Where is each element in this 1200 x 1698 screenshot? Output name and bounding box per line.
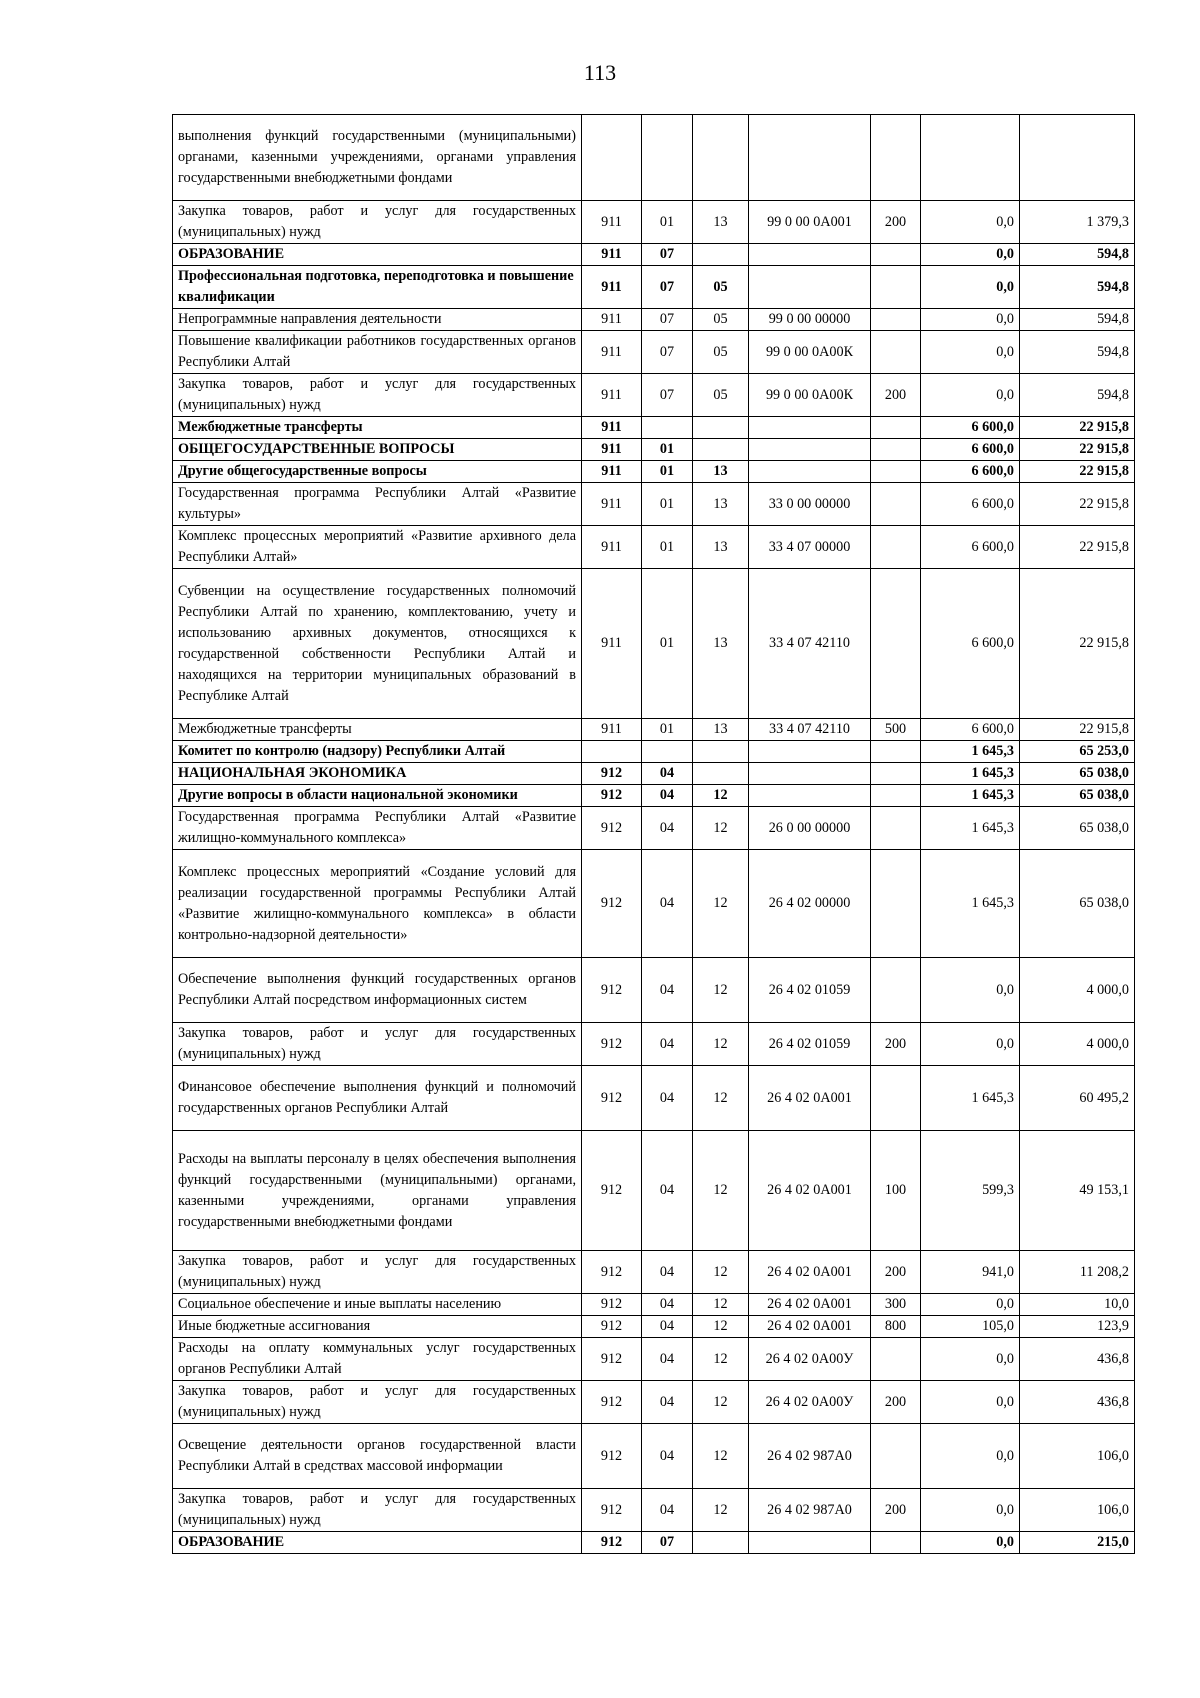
row-amount-2-cell: 594,8: [1020, 374, 1135, 417]
row-amount-2-cell: 436,8: [1020, 1381, 1135, 1424]
row-name-cell: Обеспечение выполнения функций государственных органов Республики Алтай посредством информационных систем: [173, 958, 582, 1023]
row-section-cell: 04: [642, 1023, 693, 1066]
row-section-cell: 04: [642, 958, 693, 1023]
row-amount-2-cell: 4 000,0: [1020, 958, 1135, 1023]
row-target-article-cell: [749, 461, 871, 483]
row-subsection-cell: 13: [693, 569, 749, 719]
row-subsection-cell: 12: [693, 1131, 749, 1251]
row-grbs-cell: 912: [582, 958, 642, 1023]
row-grbs-cell: [582, 115, 642, 201]
row-amount-1-cell: 0,0: [921, 1424, 1020, 1489]
row-target-article-cell: 26 4 02 987А0: [749, 1489, 871, 1532]
row-section-cell: 01: [642, 439, 693, 461]
row-name-cell: ОБЩЕГОСУДАРСТВЕННЫЕ ВОПРОСЫ: [173, 439, 582, 461]
row-target-article-cell: [749, 244, 871, 266]
row-target-article-cell: 26 4 02 0А001: [749, 1316, 871, 1338]
row-subsection-cell: 12: [693, 807, 749, 850]
row-target-article-cell: [749, 417, 871, 439]
row-amount-1-cell: [921, 115, 1020, 201]
row-amount-1-cell: 0,0: [921, 1294, 1020, 1316]
row-amount-2-cell: 594,8: [1020, 266, 1135, 309]
row-subsection-cell: 12: [693, 850, 749, 958]
row-subsection-cell: [693, 741, 749, 763]
row-amount-2-cell: 65 253,0: [1020, 741, 1135, 763]
row-name-cell: Закупка товаров, работ и услуг для государственных (муниципальных) нужд: [173, 1251, 582, 1294]
row-section-cell: 01: [642, 569, 693, 719]
row-target-article-cell: 33 4 07 42110: [749, 569, 871, 719]
row-expense-type-cell: [871, 309, 921, 331]
row-target-article-cell: 99 0 00 0А00К: [749, 374, 871, 417]
row-section-cell: 04: [642, 1338, 693, 1381]
row-name-cell: Комплекс процессных мероприятий «Создание условий для реализации государственной программы Республики Алтай «Развитие жилищно-коммунального комплекса» в области контрольно-надзорной деятельности»: [173, 850, 582, 958]
row-name-cell: Освещение деятельности органов государственной власти Республики Алтай в средствах массовой информации: [173, 1424, 582, 1489]
row-subsection-cell: 05: [693, 374, 749, 417]
row-name-cell: Субвенции на осуществление государственных полномочий Республики Алтай по хранению, комплектованию, учету и использованию архивных документов, относящихся к государственной собственности Республики Алтай и находящихся на территории муниципальных образований в Республике Алтай: [173, 569, 582, 719]
row-grbs-cell: 912: [582, 850, 642, 958]
row-amount-1-cell: 0,0: [921, 201, 1020, 244]
row-amount-1-cell: 1 645,3: [921, 807, 1020, 850]
table-row: [173, 569, 1135, 719]
row-expense-type-cell: [871, 958, 921, 1023]
row-grbs-cell: 912: [582, 1338, 642, 1381]
row-expense-type-cell: 200: [871, 1489, 921, 1532]
row-subsection-cell: 12: [693, 1251, 749, 1294]
row-amount-2-cell: 22 915,8: [1020, 526, 1135, 569]
row-name-cell: Расходы на выплаты персоналу в целях обеспечения выполнения функций государственными (муниципальными) органами, казенными учреждениями, органами управления государственными внебюджетными фондами: [173, 1131, 582, 1251]
row-section-cell: 04: [642, 1131, 693, 1251]
row-target-article-cell: 26 4 02 0А001: [749, 1066, 871, 1131]
row-section-cell: 04: [642, 1381, 693, 1424]
row-target-article-cell: [749, 785, 871, 807]
row-target-article-cell: 99 0 00 00000: [749, 309, 871, 331]
row-amount-2-cell: 65 038,0: [1020, 807, 1135, 850]
row-section-cell: 07: [642, 244, 693, 266]
row-subsection-cell: [693, 244, 749, 266]
row-amount-1-cell: 1 645,3: [921, 1066, 1020, 1131]
row-target-article-cell: 26 4 02 01059: [749, 958, 871, 1023]
row-subsection-cell: [693, 763, 749, 785]
row-section-cell: 07: [642, 309, 693, 331]
row-section-cell: 07: [642, 266, 693, 309]
row-amount-2-cell: [1020, 115, 1135, 201]
row-name-cell: Другие вопросы в области национальной экономики: [173, 785, 582, 807]
row-expense-type-cell: [871, 1424, 921, 1489]
row-amount-1-cell: 941,0: [921, 1251, 1020, 1294]
row-expense-type-cell: [871, 526, 921, 569]
row-name-cell: Комплекс процессных мероприятий «Развитие архивного дела Республики Алтай»: [173, 526, 582, 569]
row-grbs-cell: 912: [582, 1251, 642, 1294]
row-amount-1-cell: 0,0: [921, 1532, 1020, 1554]
table-row: [173, 850, 1135, 958]
row-name-cell: выполнения функций государственными (муниципальными) органами, казенными учреждениями, органами управления государственными внебюджетными фондами: [173, 115, 582, 201]
row-target-article-cell: 99 0 00 0А00К: [749, 331, 871, 374]
row-name-cell: Закупка товаров, работ и услуг для государственных (муниципальных) нужд: [173, 1381, 582, 1424]
table-row: [173, 244, 1135, 266]
page-number: 113: [583, 60, 617, 85]
row-section-cell: 04: [642, 850, 693, 958]
row-grbs-cell: 912: [582, 1424, 642, 1489]
table-row: [173, 785, 1135, 807]
row-grbs-cell: [582, 741, 642, 763]
table-row: [173, 115, 1135, 201]
row-amount-2-cell: 106,0: [1020, 1424, 1135, 1489]
row-subsection-cell: [693, 1532, 749, 1554]
row-amount-1-cell: 599,3: [921, 1131, 1020, 1251]
row-grbs-cell: 912: [582, 1316, 642, 1338]
row-amount-2-cell: 65 038,0: [1020, 785, 1135, 807]
table-row: [173, 1251, 1135, 1294]
row-subsection-cell: 12: [693, 1023, 749, 1066]
row-name-cell: НАЦИОНАЛЬНАЯ ЭКОНОМИКА: [173, 763, 582, 785]
row-name-cell: Государственная программа Республики Алтай «Развитие жилищно-коммунального комплекса»: [173, 807, 582, 850]
row-grbs-cell: 911: [582, 461, 642, 483]
row-grbs-cell: 912: [582, 763, 642, 785]
row-target-article-cell: [749, 1532, 871, 1554]
table-row: [173, 1316, 1135, 1338]
row-amount-1-cell: 105,0: [921, 1316, 1020, 1338]
row-subsection-cell: 12: [693, 1489, 749, 1532]
row-target-article-cell: 26 0 00 00000: [749, 807, 871, 850]
row-section-cell: 04: [642, 1489, 693, 1532]
row-name-cell: Другие общегосударственные вопросы: [173, 461, 582, 483]
row-target-article-cell: [749, 115, 871, 201]
row-amount-2-cell: 65 038,0: [1020, 850, 1135, 958]
row-name-cell: ОБРАЗОВАНИЕ: [173, 244, 582, 266]
row-grbs-cell: 911: [582, 439, 642, 461]
table-row: [173, 526, 1135, 569]
row-target-article-cell: 26 4 02 0А00У: [749, 1381, 871, 1424]
row-amount-2-cell: 22 915,8: [1020, 461, 1135, 483]
row-amount-1-cell: 0,0: [921, 374, 1020, 417]
row-name-cell: Иные бюджетные ассигнования: [173, 1316, 582, 1338]
row-amount-2-cell: 60 495,2: [1020, 1066, 1135, 1131]
table-row: [173, 741, 1135, 763]
row-target-article-cell: 26 4 02 00000: [749, 850, 871, 958]
row-grbs-cell: 911: [582, 331, 642, 374]
table-row: [173, 1489, 1135, 1532]
row-amount-1-cell: 0,0: [921, 1381, 1020, 1424]
row-expense-type-cell: [871, 417, 921, 439]
row-expense-type-cell: [871, 244, 921, 266]
row-amount-2-cell: 10,0: [1020, 1294, 1135, 1316]
row-amount-1-cell: 1 645,3: [921, 763, 1020, 785]
row-name-cell: Закупка товаров, работ и услуг для государственных (муниципальных) нужд: [173, 1023, 582, 1066]
row-amount-1-cell: 0,0: [921, 244, 1020, 266]
row-amount-1-cell: 6 600,0: [921, 526, 1020, 569]
row-subsection-cell: 12: [693, 1424, 749, 1489]
row-amount-1-cell: 0,0: [921, 958, 1020, 1023]
row-expense-type-cell: 200: [871, 1023, 921, 1066]
row-grbs-cell: 911: [582, 719, 642, 741]
row-target-article-cell: 99 0 00 0А001: [749, 201, 871, 244]
row-expense-type-cell: [871, 763, 921, 785]
row-target-article-cell: 26 4 02 0А001: [749, 1251, 871, 1294]
row-expense-type-cell: [871, 1532, 921, 1554]
row-subsection-cell: 05: [693, 331, 749, 374]
row-amount-2-cell: 594,8: [1020, 331, 1135, 374]
row-section-cell: 04: [642, 1251, 693, 1294]
table-row: [173, 1532, 1135, 1554]
row-subsection-cell: 13: [693, 461, 749, 483]
table-row: [173, 417, 1135, 439]
row-amount-2-cell: 22 915,8: [1020, 483, 1135, 526]
row-target-article-cell: 26 4 02 0А001: [749, 1294, 871, 1316]
row-grbs-cell: 911: [582, 374, 642, 417]
row-section-cell: 07: [642, 374, 693, 417]
row-subsection-cell: 12: [693, 1381, 749, 1424]
row-amount-1-cell: 6 600,0: [921, 569, 1020, 719]
row-amount-2-cell: 22 915,8: [1020, 417, 1135, 439]
table-row: [173, 719, 1135, 741]
row-expense-type-cell: [871, 266, 921, 309]
row-name-cell: Комитет по контролю (надзору) Республики Алтай: [173, 741, 582, 763]
table-row: [173, 1294, 1135, 1316]
row-subsection-cell: 12: [693, 958, 749, 1023]
row-section-cell: [642, 417, 693, 439]
table-row: [173, 266, 1135, 309]
row-expense-type-cell: 200: [871, 1381, 921, 1424]
row-name-cell: ОБРАЗОВАНИЕ: [173, 1532, 582, 1554]
table-row: [173, 1023, 1135, 1066]
row-grbs-cell: 912: [582, 1066, 642, 1131]
row-amount-1-cell: 6 600,0: [921, 417, 1020, 439]
row-section-cell: 01: [642, 526, 693, 569]
row-target-article-cell: 33 0 00 00000: [749, 483, 871, 526]
row-grbs-cell: 911: [582, 483, 642, 526]
row-grbs-cell: 911: [582, 417, 642, 439]
row-subsection-cell: 12: [693, 785, 749, 807]
row-name-cell: Закупка товаров, работ и услуг для государственных (муниципальных) нужд: [173, 1489, 582, 1532]
row-amount-2-cell: 436,8: [1020, 1338, 1135, 1381]
row-section-cell: 01: [642, 719, 693, 741]
row-expense-type-cell: [871, 785, 921, 807]
row-name-cell: Закупка товаров, работ и услуг для государственных (муниципальных) нужд: [173, 201, 582, 244]
row-section-cell: 01: [642, 201, 693, 244]
table-row: [173, 1381, 1135, 1424]
table-row: [173, 331, 1135, 374]
row-name-cell: Непрограммные направления деятельности: [173, 309, 582, 331]
row-name-cell: Государственная программа Республики Алтай «Развитие культуры»: [173, 483, 582, 526]
row-section-cell: [642, 741, 693, 763]
row-expense-type-cell: 300: [871, 1294, 921, 1316]
row-amount-2-cell: 22 915,8: [1020, 569, 1135, 719]
row-subsection-cell: [693, 439, 749, 461]
row-grbs-cell: 911: [582, 201, 642, 244]
row-subsection-cell: 05: [693, 309, 749, 331]
row-grbs-cell: 911: [582, 266, 642, 309]
row-amount-1-cell: 6 600,0: [921, 719, 1020, 741]
row-grbs-cell: 912: [582, 1489, 642, 1532]
row-expense-type-cell: 800: [871, 1316, 921, 1338]
row-expense-type-cell: [871, 1066, 921, 1131]
row-name-cell: Межбюджетные трансферты: [173, 719, 582, 741]
row-expense-type-cell: 500: [871, 719, 921, 741]
row-grbs-cell: 911: [582, 244, 642, 266]
row-grbs-cell: 912: [582, 785, 642, 807]
row-amount-2-cell: 4 000,0: [1020, 1023, 1135, 1066]
table-row: [173, 1338, 1135, 1381]
row-amount-2-cell: 49 153,1: [1020, 1131, 1135, 1251]
row-expense-type-cell: [871, 439, 921, 461]
row-amount-2-cell: 22 915,8: [1020, 719, 1135, 741]
row-name-cell: Межбюджетные трансферты: [173, 417, 582, 439]
budget-table: [172, 114, 1135, 1554]
row-target-article-cell: [749, 741, 871, 763]
row-amount-1-cell: 1 645,3: [921, 850, 1020, 958]
row-subsection-cell: [693, 115, 749, 201]
row-amount-2-cell: 123,9: [1020, 1316, 1135, 1338]
row-subsection-cell: 13: [693, 201, 749, 244]
row-section-cell: 04: [642, 1066, 693, 1131]
table-row: [173, 461, 1135, 483]
row-expense-type-cell: 200: [871, 374, 921, 417]
row-amount-1-cell: 0,0: [921, 266, 1020, 309]
row-subsection-cell: 13: [693, 719, 749, 741]
row-amount-2-cell: 594,8: [1020, 244, 1135, 266]
row-section-cell: 04: [642, 1294, 693, 1316]
row-grbs-cell: 912: [582, 807, 642, 850]
row-target-article-cell: [749, 763, 871, 785]
table-row: [173, 1131, 1135, 1251]
row-amount-2-cell: 11 208,2: [1020, 1251, 1135, 1294]
row-section-cell: 04: [642, 785, 693, 807]
row-amount-1-cell: 0,0: [921, 309, 1020, 331]
row-target-article-cell: [749, 439, 871, 461]
row-section-cell: 01: [642, 461, 693, 483]
row-expense-type-cell: [871, 807, 921, 850]
table-row: [173, 309, 1135, 331]
row-name-cell: Финансовое обеспечение выполнения функций и полномочий государственных органов Республики Алтай: [173, 1066, 582, 1131]
row-target-article-cell: 26 4 02 0А00У: [749, 1338, 871, 1381]
row-grbs-cell: 911: [582, 309, 642, 331]
row-subsection-cell: 12: [693, 1066, 749, 1131]
row-expense-type-cell: 200: [871, 201, 921, 244]
row-amount-1-cell: 0,0: [921, 1023, 1020, 1066]
row-expense-type-cell: [871, 331, 921, 374]
row-section-cell: 07: [642, 331, 693, 374]
row-section-cell: 04: [642, 1316, 693, 1338]
row-name-cell: Повышение квалификации работников государственных органов Республики Алтай: [173, 331, 582, 374]
row-name-cell: Закупка товаров, работ и услуг для государственных (муниципальных) нужд: [173, 374, 582, 417]
table-row: [173, 807, 1135, 850]
row-expense-type-cell: [871, 461, 921, 483]
row-name-cell: Расходы на оплату коммунальных услуг государственных органов Республики Алтай: [173, 1338, 582, 1381]
table-row: [173, 374, 1135, 417]
row-subsection-cell: 12: [693, 1316, 749, 1338]
row-subsection-cell: 05: [693, 266, 749, 309]
row-target-article-cell: [749, 266, 871, 309]
table-row: [173, 958, 1135, 1023]
row-name-cell: Профессиональная подготовка, переподготовка и повышение квалификации: [173, 266, 582, 309]
row-expense-type-cell: [871, 483, 921, 526]
table-row: [173, 483, 1135, 526]
row-subsection-cell: [693, 417, 749, 439]
row-grbs-cell: 911: [582, 526, 642, 569]
row-section-cell: 01: [642, 483, 693, 526]
row-amount-1-cell: 0,0: [921, 331, 1020, 374]
row-target-article-cell: 26 4 02 987А0: [749, 1424, 871, 1489]
row-name-cell: Социальное обеспечение и иные выплаты населению: [173, 1294, 582, 1316]
table-row: [173, 439, 1135, 461]
row-target-article-cell: 26 4 02 01059: [749, 1023, 871, 1066]
row-amount-1-cell: 0,0: [921, 1338, 1020, 1381]
row-amount-2-cell: 594,8: [1020, 309, 1135, 331]
row-section-cell: 04: [642, 763, 693, 785]
row-expense-type-cell: 200: [871, 1251, 921, 1294]
row-amount-1-cell: 0,0: [921, 1489, 1020, 1532]
row-expense-type-cell: [871, 850, 921, 958]
budget-table-body: [173, 115, 1135, 1554]
row-expense-type-cell: [871, 741, 921, 763]
row-amount-1-cell: 6 600,0: [921, 461, 1020, 483]
table-row: [173, 201, 1135, 244]
row-amount-1-cell: 6 600,0: [921, 483, 1020, 526]
row-expense-type-cell: 100: [871, 1131, 921, 1251]
row-amount-1-cell: 6 600,0: [921, 439, 1020, 461]
row-amount-1-cell: 1 645,3: [921, 741, 1020, 763]
table-row: [173, 1066, 1135, 1131]
row-section-cell: [642, 115, 693, 201]
table-row: [173, 763, 1135, 785]
table-row: [173, 1424, 1135, 1489]
row-expense-type-cell: [871, 115, 921, 201]
row-grbs-cell: 912: [582, 1131, 642, 1251]
row-subsection-cell: 13: [693, 483, 749, 526]
row-section-cell: 07: [642, 1532, 693, 1554]
row-amount-2-cell: 106,0: [1020, 1489, 1135, 1532]
row-section-cell: 04: [642, 1424, 693, 1489]
row-grbs-cell: 912: [582, 1381, 642, 1424]
row-grbs-cell: 912: [582, 1532, 642, 1554]
row-grbs-cell: 912: [582, 1023, 642, 1066]
row-amount-2-cell: 65 038,0: [1020, 763, 1135, 785]
row-amount-2-cell: 22 915,8: [1020, 439, 1135, 461]
row-grbs-cell: 912: [582, 1294, 642, 1316]
row-amount-2-cell: 215,0: [1020, 1532, 1135, 1554]
row-subsection-cell: 13: [693, 526, 749, 569]
row-grbs-cell: 911: [582, 569, 642, 719]
row-target-article-cell: 33 4 07 42110: [749, 719, 871, 741]
row-section-cell: 04: [642, 807, 693, 850]
row-expense-type-cell: [871, 569, 921, 719]
row-amount-1-cell: 1 645,3: [921, 785, 1020, 807]
row-subsection-cell: 12: [693, 1338, 749, 1381]
row-target-article-cell: 26 4 02 0А001: [749, 1131, 871, 1251]
row-subsection-cell: 12: [693, 1294, 749, 1316]
row-amount-2-cell: 1 379,3: [1020, 201, 1135, 244]
row-expense-type-cell: [871, 1338, 921, 1381]
row-target-article-cell: 33 4 07 00000: [749, 526, 871, 569]
